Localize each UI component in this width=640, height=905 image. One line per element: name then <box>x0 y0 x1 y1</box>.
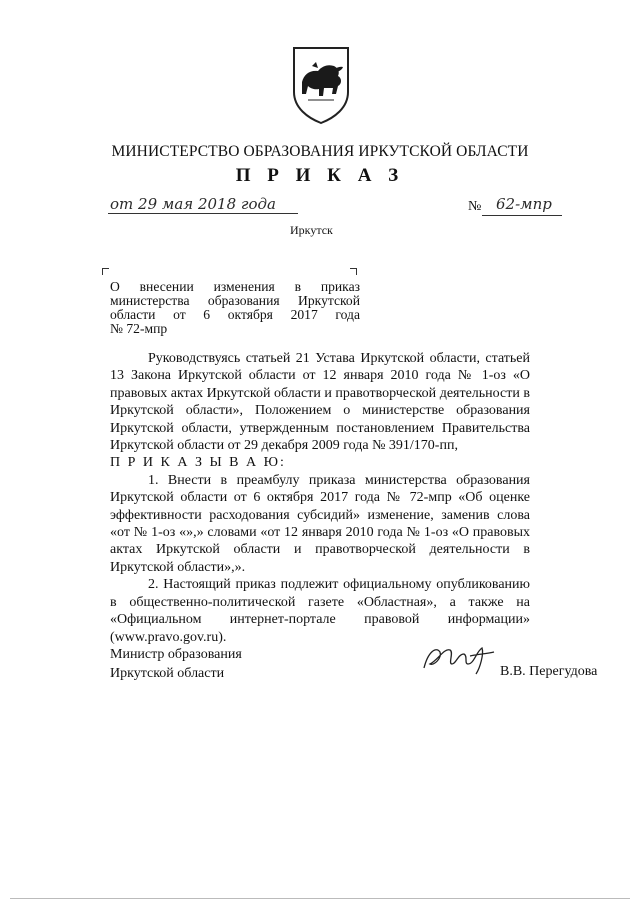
ministry-name: МИНИСТЕРСТВО ОБРАЗОВАНИЯ ИРКУТСКОЙ ОБЛАСТИ <box>111 143 529 160</box>
signatory-name: В.В. Перегудова <box>500 664 598 679</box>
number-label: № <box>468 199 482 214</box>
handwritten-signature <box>420 642 500 678</box>
signatory-position <box>110 645 242 683</box>
document-title: П Р И К А З <box>235 165 405 186</box>
coat-of-arms-icon <box>288 44 354 126</box>
preamble: Руководствуясь статьей 21 Устава Иркутской области, статьей 13 Закона Иркутской области от 12 января 2010 года № 1-оз «О правовых актах Иркутской области и правотворческой деятельности в Иркутской области», Положением о министерстве образования Иркутской области, утвержденным постановлением Правительства Иркутской области от 29 декабря 2009 года № 391/170-пп, <box>110 351 530 454</box>
position-line: Иркутской области <box>110 666 225 681</box>
date-underline <box>108 213 298 214</box>
city: Иркутск <box>290 223 333 237</box>
order-word: П Р И К А З Ы В А Ю: <box>110 455 286 471</box>
position-line: Министр образования <box>110 647 242 662</box>
subject-line: № 72-мпр <box>110 321 168 336</box>
subject-block <box>110 280 360 336</box>
number-underline <box>482 215 562 216</box>
corner-mark-left <box>102 268 109 275</box>
subject-line: министерства образования Иркутской <box>110 293 360 308</box>
document-body <box>110 350 530 646</box>
order-item-1: 1. Внести в преамбулу приказа министерства образования Иркутской области от 6 октября 2017 года № 72-мпр «Об оценке эффективности расходования субсидий» изменение, заменив слова «от № 1-оз «»,» словами «от 12 января 2010 года № 1-оз «О правовых актах Иркутской области и правотворческой деятельности в Иркутской области»,». <box>110 472 530 575</box>
date-handwritten: от 29 мая 2018 года <box>110 195 276 213</box>
subject-line: О внесении изменения в приказ <box>110 279 360 294</box>
number-handwritten: 62-мпр <box>496 195 552 213</box>
page-bottom-edge <box>10 898 630 899</box>
order-item-2: 2. Настоящий приказ подлежит официальному опубликованию в общественно-политической газете «Областная», а также на «Официальном интернет-портале правовой информации» (www.pravo.gov.ru). <box>110 577 530 645</box>
subject-line: области от 6 октября 2017 года <box>110 307 360 322</box>
corner-mark-right <box>350 268 357 275</box>
